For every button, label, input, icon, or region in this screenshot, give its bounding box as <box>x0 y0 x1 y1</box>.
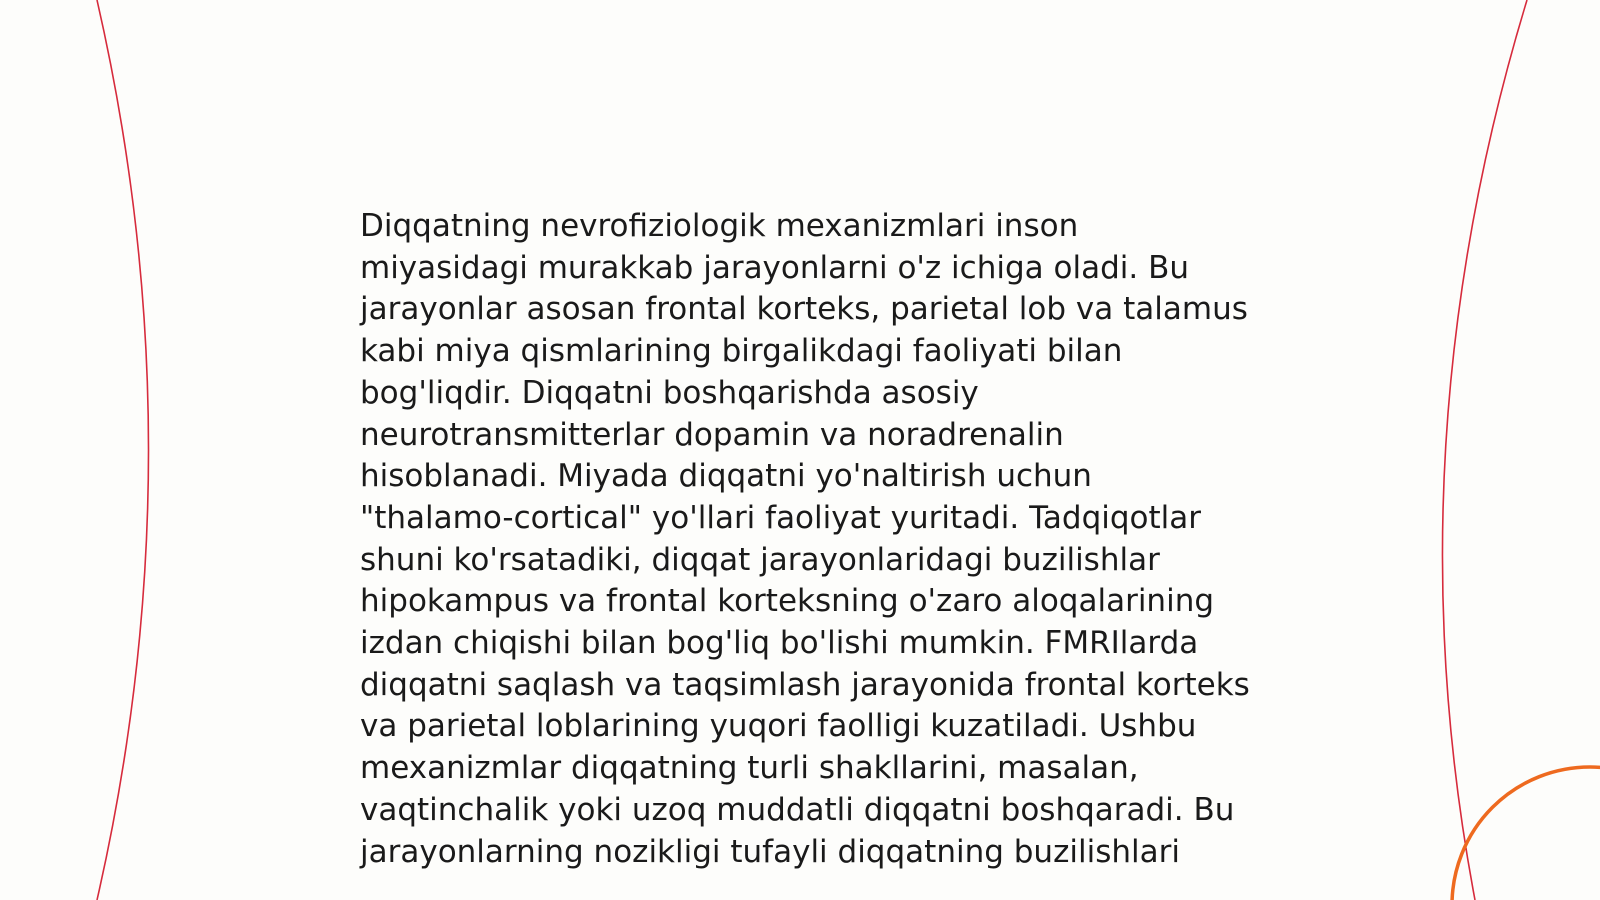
orange-circle <box>1452 767 1600 900</box>
left-curve <box>97 0 149 900</box>
body-paragraph: Diqqatning nevrofiziologik mexanizmlari inson miyasidagi murakkab jarayonlarni o'z ichiga oladi. Bu jarayonlar asosan frontal korteks, parietal lob va talamus kabi miya qismlarining birgalikdagi faoliyati bilan bog'liqdir. Diqqatni boshqarishda asosiy neurotransmitterlar dopamin va noradrenalin hisoblanadi. Miyada diqqatni yo'naltirish uchun "thalamo-cortical" yo'llari faoliyat yuritadi. Tadqiqotlar shuni ko'rsatadiki, diqqat jarayonlaridagi buzilishlar hipokampus va frontal korteksning o'zaro aloqalarining izdan chiqishi bilan bog'liq bo'lishi mumkin. FMRIlarda diqqatni saqlash va taqsimlash jarayonida frontal korteks va parietal loblarining yuqori faolligi kuzatiladi. Ushbu mexanizmlar diqqatning turli shakllarini, masalan, vaqtinchalik yoki uzoq muddatli diqqatni boshqaradi. Bu jarayonlarning nozikligi tufayli diqqatning buzilishlari <box>360 208 1250 870</box>
right-curve <box>1442 0 1527 900</box>
